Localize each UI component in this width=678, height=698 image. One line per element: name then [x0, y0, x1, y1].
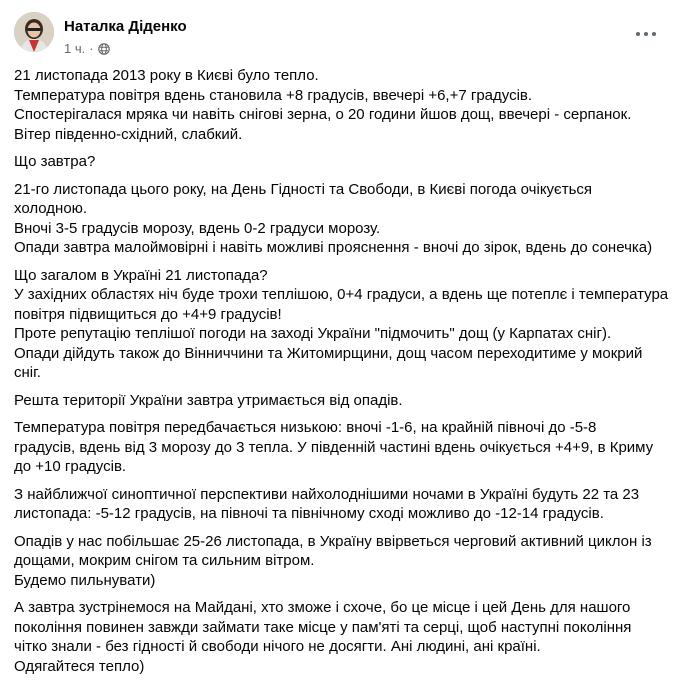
- post-text-line: Одягайтеся тепло): [14, 657, 145, 675]
- post-paragraph: [14, 418, 659, 477]
- post-text-line: Проте репутацію теплішої погоди на заході України "підмочить" дощ (у Карпатах сніг).: [14, 325, 612, 342]
- post-paragraph: [14, 391, 659, 411]
- post-text-line: сніг.: [14, 364, 41, 381]
- post-text-line: Опади дійдуть також до Вінниччини та Житомирщини, дощ часом переходитиме у мокрий: [14, 344, 643, 362]
- globe-icon[interactable]: [98, 43, 110, 55]
- post-text-line: Решта території України завтра утримається від опадів.: [14, 391, 403, 409]
- post-text-line: 21-го листопада цього року, на День Гідності та Свободи, в Києві погода очікується: [14, 180, 593, 198]
- post-text-line: Вночі 3-5 градусів морозу, вдень 0-2 градуси морозу.: [14, 219, 381, 237]
- post-time[interactable]: 1 ч.: [64, 41, 86, 56]
- post-text-line: Температура повітря вдень становила +8 градусів, ввечері +6,+7 градусів.: [14, 86, 533, 104]
- post-paragraph: [14, 152, 659, 172]
- post-text-line: градусів, вдень від 3 морозу до 3 тепла. У південній частині вдень очікується +4+9, в Криму: [14, 438, 654, 456]
- author-name[interactable]: Наталка Діденко: [64, 18, 187, 35]
- post-paragraph: [14, 180, 659, 258]
- post-text-line: 21 листопада 2013 року в Києві було тепло.: [14, 67, 319, 84]
- post-text-line: Що загалом в Україні 21 листопада?: [14, 266, 268, 284]
- post-text-line: повітря підвищиться до +4+9 градусів!: [14, 305, 282, 323]
- post-text-line: Опади завтра малоймовірні і навіть можливі прояснення - вночі до зірок, вдень до сонечка): [14, 239, 653, 256]
- post-paragraph: [14, 485, 659, 524]
- post-text-line: чітко знали - без гідності й свободи нічого не досягти. Ані людині, ані країні.: [14, 638, 541, 655]
- post-text-line: У західних областях ніч буде трохи теплішою, 0+4 градуси, а вдень ще потеплє і температура: [14, 286, 669, 303]
- post-paragraph: [14, 532, 659, 591]
- post-text-line: Вітер південно-східний, слабкий.: [14, 125, 243, 143]
- meta-separator: ·: [89, 41, 94, 56]
- post-text-line: А завтра зустрінемося на Майдані, хто зможе і схоче, бо це місце і цей День для нашого: [14, 599, 631, 616]
- post-text-line: З найближчої синоптичної перспективи найхолоднішими ночами в Україні будуть 22 та 23: [14, 485, 640, 503]
- post-text-line: дощами, мокрим снігом та сильним вітром.: [14, 552, 315, 569]
- post-text-line: до +10 градусів.: [14, 458, 127, 475]
- more-options-icon[interactable]: [628, 20, 664, 48]
- post-text: [14, 66, 669, 684]
- post-text-line: холодною.: [14, 200, 88, 217]
- post-text-line: листопада: -5-12 градусів, на півночі та північному сході можливо до -12-14 градусів.: [14, 505, 604, 522]
- post-text-line: Будемо пильнувати): [14, 571, 156, 589]
- post-text-line: Що завтра?: [14, 153, 96, 170]
- avatar[interactable]: [14, 12, 54, 52]
- post-paragraph: [14, 598, 659, 676]
- post-text-line: Температура повітря передбачається низькою: вночі -1-6, на крайній півночі до -5-8: [14, 419, 597, 436]
- post-text-line: Опадів у нас побільшає 25-26 листопада, в Україну ввірветься черговий активний циклон із: [14, 532, 652, 550]
- post-paragraph: [14, 66, 659, 144]
- post-text-line: Спостерігалася мряка чи навіть снігові зерна, о 20 години йшов дощ, ввечері - серпанок.: [14, 106, 632, 123]
- post-text-line: покоління повинен завжди займати таке місце у пам'яті та серці, щоб наступні покоління: [14, 618, 632, 636]
- post-paragraph: [14, 266, 669, 383]
- post-header: [14, 12, 664, 60]
- post-meta: [64, 41, 110, 56]
